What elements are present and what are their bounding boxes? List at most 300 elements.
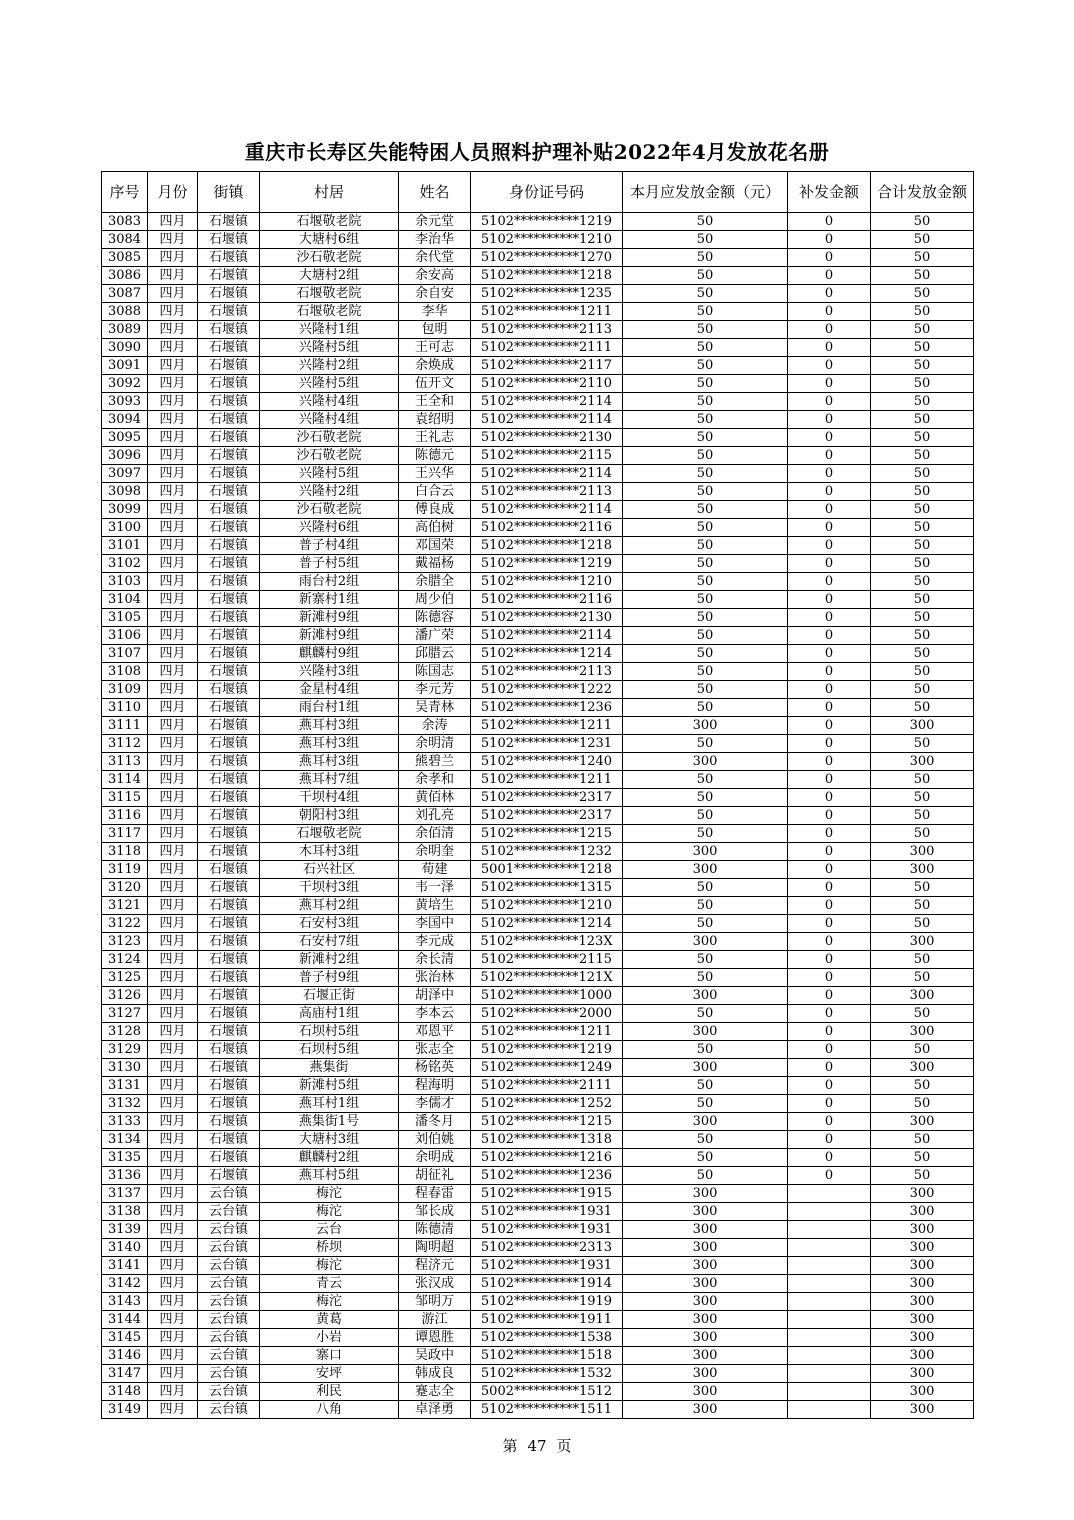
- roster-table: [101, 171, 974, 1419]
- cell-monthly-amount: 300: [623, 1257, 788, 1275]
- cell-back-pay: 0: [788, 969, 871, 987]
- cell-name: 潘冬月: [399, 1113, 471, 1131]
- cell-town: 石堰镇: [198, 465, 260, 483]
- cell-name: 陶明超: [399, 1239, 471, 1257]
- cell-serial: 3104: [102, 591, 148, 609]
- cell-name: 余长清: [399, 951, 471, 969]
- cell-id-number: 5102**********1240: [471, 753, 623, 771]
- cell-back-pay: 0: [788, 1023, 871, 1041]
- table-row: [102, 735, 974, 753]
- cell-monthly-amount: 50: [623, 1077, 788, 1095]
- cell-village: 兴隆村6组: [260, 519, 399, 537]
- cell-monthly-amount: 50: [623, 555, 788, 573]
- cell-id-number: 5102**********1211: [471, 303, 623, 321]
- cell-town: 石堰镇: [198, 393, 260, 411]
- cell-back-pay: 0: [788, 699, 871, 717]
- table-row: [102, 969, 974, 987]
- cell-id-number: 5102**********1914: [471, 1275, 623, 1293]
- cell-month: 四月: [148, 771, 198, 789]
- cell-village: 燕耳村3组: [260, 735, 399, 753]
- cell-id-number: 5102**********1235: [471, 285, 623, 303]
- cell-month: 四月: [148, 645, 198, 663]
- cell-serial: 3090: [102, 339, 148, 357]
- cell-town: 石堰镇: [198, 1023, 260, 1041]
- cell-total-amount: 50: [871, 573, 974, 591]
- cell-town: 石堰镇: [198, 267, 260, 285]
- table-row: [102, 267, 974, 285]
- table-row: [102, 501, 974, 519]
- cell-month: 四月: [148, 681, 198, 699]
- cell-town: 云台镇: [198, 1239, 260, 1257]
- cell-id-number: 5102**********123X: [471, 933, 623, 951]
- cell-id-number: 5102**********2116: [471, 519, 623, 537]
- cell-town: 石堰镇: [198, 879, 260, 897]
- cell-total-amount: 50: [871, 267, 974, 285]
- cell-month: 四月: [148, 573, 198, 591]
- cell-monthly-amount: 50: [623, 951, 788, 969]
- cell-total-amount: 300: [871, 1383, 974, 1401]
- cell-town: 石堰镇: [198, 519, 260, 537]
- cell-serial: 3101: [102, 537, 148, 555]
- cell-town: 云台镇: [198, 1275, 260, 1293]
- cell-month: 四月: [148, 267, 198, 285]
- cell-name: 张治林: [399, 969, 471, 987]
- cell-town: 石堰镇: [198, 1131, 260, 1149]
- cell-serial: 3134: [102, 1131, 148, 1149]
- cell-village: 兴隆村5组: [260, 339, 399, 357]
- cell-month: 四月: [148, 537, 198, 555]
- cell-id-number: 5102**********1919: [471, 1293, 623, 1311]
- cell-total-amount: 50: [871, 321, 974, 339]
- cell-total-amount: 50: [871, 357, 974, 375]
- cell-id-number: 5001**********1218: [471, 861, 623, 879]
- cell-total-amount: 50: [871, 645, 974, 663]
- cell-monthly-amount: 50: [623, 897, 788, 915]
- cell-total-amount: 50: [871, 663, 974, 681]
- cell-monthly-amount: 50: [623, 681, 788, 699]
- cell-back-pay: 0: [788, 501, 871, 519]
- table-row: [102, 591, 974, 609]
- cell-total-amount: 50: [871, 915, 974, 933]
- cell-month: 四月: [148, 1329, 198, 1347]
- cell-monthly-amount: 50: [623, 1005, 788, 1023]
- cell-back-pay: [788, 1383, 871, 1401]
- cell-name: 熊碧兰: [399, 753, 471, 771]
- cell-town: 石堰镇: [198, 843, 260, 861]
- cell-serial: 3099: [102, 501, 148, 519]
- cell-month: 四月: [148, 1239, 198, 1257]
- cell-serial: 3111: [102, 717, 148, 735]
- cell-serial: 3130: [102, 1059, 148, 1077]
- cell-serial: 3141: [102, 1257, 148, 1275]
- table-row: [102, 951, 974, 969]
- cell-serial: 3115: [102, 789, 148, 807]
- cell-id-number: 5102**********1270: [471, 249, 623, 267]
- table-row: [102, 1221, 974, 1239]
- cell-back-pay: 0: [788, 285, 871, 303]
- cell-town: 云台镇: [198, 1383, 260, 1401]
- table-row: [102, 1257, 974, 1275]
- cell-village: 兴隆村1组: [260, 321, 399, 339]
- cell-total-amount: 300: [871, 753, 974, 771]
- cell-back-pay: [788, 1275, 871, 1293]
- table-row: [102, 1185, 974, 1203]
- cell-id-number: 5102**********1931: [471, 1203, 623, 1221]
- cell-monthly-amount: 300: [623, 933, 788, 951]
- cell-serial: 3145: [102, 1329, 148, 1347]
- table-row: [102, 1059, 974, 1077]
- cell-monthly-amount: 50: [623, 267, 788, 285]
- cell-id-number: 5102**********1538: [471, 1329, 623, 1347]
- cell-id-number: 5102**********1219: [471, 213, 623, 231]
- cell-id-number: 5102**********1219: [471, 555, 623, 573]
- cell-monthly-amount: 300: [623, 1311, 788, 1329]
- cell-monthly-amount: 50: [623, 591, 788, 609]
- cell-village: 兴隆村2组: [260, 483, 399, 501]
- cell-id-number: 5102**********1216: [471, 1149, 623, 1167]
- cell-village: 兴隆村4组: [260, 411, 399, 429]
- cell-village: 燕耳村3组: [260, 717, 399, 735]
- cell-monthly-amount: 300: [623, 987, 788, 1005]
- table-row: [102, 1149, 974, 1167]
- cell-village: 燕集街1号: [260, 1113, 399, 1131]
- table-row: [102, 663, 974, 681]
- cell-name: 袁绍明: [399, 411, 471, 429]
- cell-name: 李元成: [399, 933, 471, 951]
- cell-name: 黄佰林: [399, 789, 471, 807]
- cell-monthly-amount: 50: [623, 411, 788, 429]
- cell-total-amount: 50: [871, 807, 974, 825]
- table-row: [102, 645, 974, 663]
- cell-village: 梅沱: [260, 1203, 399, 1221]
- cell-month: 四月: [148, 1095, 198, 1113]
- cell-month: 四月: [148, 555, 198, 573]
- cell-month: 四月: [148, 213, 198, 231]
- cell-id-number: 5102**********1231: [471, 735, 623, 753]
- cell-town: 石堰镇: [198, 735, 260, 753]
- cell-month: 四月: [148, 411, 198, 429]
- cell-village: 桥坝: [260, 1239, 399, 1257]
- cell-month: 四月: [148, 519, 198, 537]
- cell-back-pay: 0: [788, 753, 871, 771]
- cell-monthly-amount: 50: [623, 429, 788, 447]
- cell-month: 四月: [148, 1077, 198, 1095]
- cell-village: 兴隆村5组: [260, 375, 399, 393]
- cell-serial: 3102: [102, 555, 148, 573]
- cell-name: 吴青林: [399, 699, 471, 717]
- cell-name: 程海明: [399, 1077, 471, 1095]
- cell-total-amount: 50: [871, 411, 974, 429]
- cell-village: 寨口: [260, 1347, 399, 1365]
- cell-village: 新滩村9组: [260, 609, 399, 627]
- table-row: [102, 1365, 974, 1383]
- cell-month: 四月: [148, 231, 198, 249]
- cell-monthly-amount: 300: [623, 753, 788, 771]
- cell-total-amount: 300: [871, 1203, 974, 1221]
- cell-month: 四月: [148, 1185, 198, 1203]
- cell-name: 陈德容: [399, 609, 471, 627]
- cell-month: 四月: [148, 951, 198, 969]
- cell-total-amount: 300: [871, 1113, 974, 1131]
- cell-monthly-amount: 300: [623, 1239, 788, 1257]
- cell-village: 兴隆村3组: [260, 663, 399, 681]
- cell-total-amount: 300: [871, 843, 974, 861]
- table-row: [102, 249, 974, 267]
- table-row: [102, 1131, 974, 1149]
- cell-back-pay: [788, 1221, 871, 1239]
- cell-total-amount: 50: [871, 1095, 974, 1113]
- cell-total-amount: 50: [871, 699, 974, 717]
- cell-village: 石安村3组: [260, 915, 399, 933]
- cell-id-number: 5002**********1512: [471, 1383, 623, 1401]
- cell-town: 石堰镇: [198, 1113, 260, 1131]
- cell-town: 云台镇: [198, 1401, 260, 1419]
- cell-id-number: 5102**********1215: [471, 825, 623, 843]
- cell-total-amount: 300: [871, 987, 974, 1005]
- cell-town: 石堰镇: [198, 1059, 260, 1077]
- cell-name: 余明成: [399, 1149, 471, 1167]
- cell-town: 云台镇: [198, 1221, 260, 1239]
- cell-id-number: 5102**********1931: [471, 1257, 623, 1275]
- cell-back-pay: 0: [788, 447, 871, 465]
- cell-village: 梅沱: [260, 1293, 399, 1311]
- cell-id-number: 5102**********2111: [471, 339, 623, 357]
- cell-monthly-amount: 50: [623, 573, 788, 591]
- cell-id-number: 5102**********1518: [471, 1347, 623, 1365]
- cell-village: 青云: [260, 1275, 399, 1293]
- cell-name: 伍开文: [399, 375, 471, 393]
- cell-monthly-amount: 50: [623, 483, 788, 501]
- cell-village: 石坝村5组: [260, 1041, 399, 1059]
- table-row: [102, 699, 974, 717]
- table-row: [102, 933, 974, 951]
- cell-village: 新寨村1组: [260, 591, 399, 609]
- cell-name: 李元芳: [399, 681, 471, 699]
- cell-month: 四月: [148, 843, 198, 861]
- table-row: [102, 771, 974, 789]
- cell-name: 余元堂: [399, 213, 471, 231]
- cell-serial: 3127: [102, 1005, 148, 1023]
- cell-town: 石堰镇: [198, 753, 260, 771]
- cell-id-number: 5102**********1210: [471, 573, 623, 591]
- cell-back-pay: 0: [788, 231, 871, 249]
- table-row: [102, 573, 974, 591]
- cell-monthly-amount: 300: [623, 1347, 788, 1365]
- cell-name: 邹长成: [399, 1203, 471, 1221]
- cell-village: 新滩村5组: [260, 1077, 399, 1095]
- cell-total-amount: 50: [871, 735, 974, 753]
- cell-total-amount: 50: [871, 375, 974, 393]
- table-row: [102, 555, 974, 573]
- cell-serial: 3147: [102, 1365, 148, 1383]
- cell-id-number: 5102**********1210: [471, 897, 623, 915]
- cell-name: 黄培生: [399, 897, 471, 915]
- cell-id-number: 5102**********2313: [471, 1239, 623, 1257]
- cell-total-amount: 50: [871, 1149, 974, 1167]
- cell-back-pay: 0: [788, 537, 871, 555]
- cell-village: 利民: [260, 1383, 399, 1401]
- cell-back-pay: 0: [788, 1167, 871, 1185]
- cell-back-pay: 0: [788, 879, 871, 897]
- cell-id-number: 5102**********1214: [471, 645, 623, 663]
- cell-back-pay: 0: [788, 591, 871, 609]
- cell-back-pay: 0: [788, 357, 871, 375]
- cell-serial: 3105: [102, 609, 148, 627]
- cell-serial: 3088: [102, 303, 148, 321]
- cell-total-amount: 50: [871, 789, 974, 807]
- cell-monthly-amount: 50: [623, 285, 788, 303]
- cell-name: 高伯树: [399, 519, 471, 537]
- cell-back-pay: 0: [788, 321, 871, 339]
- cell-serial: 3137: [102, 1185, 148, 1203]
- cell-month: 四月: [148, 1059, 198, 1077]
- cell-name: 卓泽勇: [399, 1401, 471, 1419]
- table-row: [102, 213, 974, 231]
- cell-back-pay: 0: [788, 717, 871, 735]
- cell-month: 四月: [148, 447, 198, 465]
- cell-back-pay: 0: [788, 897, 871, 915]
- cell-id-number: 5102**********2317: [471, 807, 623, 825]
- table-row: [102, 1167, 974, 1185]
- cell-id-number: 5102**********2115: [471, 951, 623, 969]
- cell-month: 四月: [148, 825, 198, 843]
- cell-monthly-amount: 300: [623, 1329, 788, 1347]
- cell-monthly-amount: 50: [623, 645, 788, 663]
- cell-serial: 3135: [102, 1149, 148, 1167]
- cell-village: 大塘村6组: [260, 231, 399, 249]
- cell-name: 吴政中: [399, 1347, 471, 1365]
- cell-id-number: 5102**********1911: [471, 1311, 623, 1329]
- cell-month: 四月: [148, 915, 198, 933]
- cell-village: 普子村9组: [260, 969, 399, 987]
- cell-total-amount: 50: [871, 1005, 974, 1023]
- cell-name: 陈德清: [399, 1221, 471, 1239]
- cell-total-amount: 300: [871, 933, 974, 951]
- cell-town: 石堰镇: [198, 987, 260, 1005]
- cell-village: 小岩: [260, 1329, 399, 1347]
- cell-serial: 3106: [102, 627, 148, 645]
- cell-back-pay: 0: [788, 249, 871, 267]
- cell-back-pay: [788, 1257, 871, 1275]
- cell-town: 云台镇: [198, 1185, 260, 1203]
- table-row: [102, 627, 974, 645]
- cell-month: 四月: [148, 789, 198, 807]
- cell-total-amount: 50: [871, 897, 974, 915]
- cell-id-number: 5102**********1511: [471, 1401, 623, 1419]
- cell-total-amount: 300: [871, 1059, 974, 1077]
- cell-back-pay: 0: [788, 393, 871, 411]
- cell-back-pay: [788, 1401, 871, 1419]
- cell-monthly-amount: 300: [623, 861, 788, 879]
- cell-serial: 3128: [102, 1023, 148, 1041]
- cell-total-amount: 50: [871, 609, 974, 627]
- cell-name: 王可志: [399, 339, 471, 357]
- cell-serial: 3112: [102, 735, 148, 753]
- cell-month: 四月: [148, 1257, 198, 1275]
- table-row: [102, 717, 974, 735]
- cell-month: 四月: [148, 699, 198, 717]
- cell-village: 燕耳村5组: [260, 1167, 399, 1185]
- table-row: [102, 861, 974, 879]
- cell-village: 梅沱: [260, 1185, 399, 1203]
- cell-serial: 3146: [102, 1347, 148, 1365]
- cell-id-number: 5102**********1214: [471, 915, 623, 933]
- cell-month: 四月: [148, 627, 198, 645]
- cell-month: 四月: [148, 483, 198, 501]
- table-row: [102, 1401, 974, 1419]
- cell-serial: 3119: [102, 861, 148, 879]
- cell-back-pay: 0: [788, 1095, 871, 1113]
- cell-back-pay: 0: [788, 789, 871, 807]
- cell-back-pay: 0: [788, 951, 871, 969]
- table-row: [102, 519, 974, 537]
- cell-total-amount: 50: [871, 447, 974, 465]
- cell-monthly-amount: 50: [623, 735, 788, 753]
- cell-id-number: 5102**********1318: [471, 1131, 623, 1149]
- cell-monthly-amount: 50: [623, 1149, 788, 1167]
- cell-monthly-amount: 300: [623, 717, 788, 735]
- cell-monthly-amount: 50: [623, 1167, 788, 1185]
- table-row: [102, 339, 974, 357]
- table-row: [102, 1023, 974, 1041]
- cell-town: 石堰镇: [198, 609, 260, 627]
- cell-monthly-amount: 50: [623, 1095, 788, 1113]
- cell-serial: 3142: [102, 1275, 148, 1293]
- cell-monthly-amount: 50: [623, 789, 788, 807]
- cell-id-number: 5102**********1252: [471, 1095, 623, 1113]
- cell-monthly-amount: 300: [623, 843, 788, 861]
- cell-id-number: 5102**********1249: [471, 1059, 623, 1077]
- cell-monthly-amount: 300: [623, 1383, 788, 1401]
- cell-back-pay: 0: [788, 1077, 871, 1095]
- cell-back-pay: [788, 1293, 871, 1311]
- cell-name: 余安高: [399, 267, 471, 285]
- cell-monthly-amount: 50: [623, 699, 788, 717]
- table-row: [102, 231, 974, 249]
- cell-village: 安坪: [260, 1365, 399, 1383]
- cell-total-amount: 50: [871, 231, 974, 249]
- cell-id-number: 5102**********1211: [471, 717, 623, 735]
- cell-name: 荀建: [399, 861, 471, 879]
- cell-total-amount: 50: [871, 951, 974, 969]
- cell-name: 杨铭英: [399, 1059, 471, 1077]
- cell-serial: 3110: [102, 699, 148, 717]
- cell-month: 四月: [148, 861, 198, 879]
- cell-id-number: 5102**********1000: [471, 987, 623, 1005]
- cell-monthly-amount: 300: [623, 1221, 788, 1239]
- cell-month: 四月: [148, 429, 198, 447]
- cell-back-pay: 0: [788, 519, 871, 537]
- cell-name: 余明奎: [399, 843, 471, 861]
- cell-total-amount: 50: [871, 501, 974, 519]
- cell-id-number: 5102**********2116: [471, 591, 623, 609]
- cell-back-pay: 0: [788, 645, 871, 663]
- cell-month: 四月: [148, 357, 198, 375]
- cell-town: 石堰镇: [198, 339, 260, 357]
- cell-town: 石堰镇: [198, 321, 260, 339]
- cell-month: 四月: [148, 591, 198, 609]
- cell-total-amount: 300: [871, 1221, 974, 1239]
- cell-total-amount: 50: [871, 681, 974, 699]
- cell-id-number: 5102**********2117: [471, 357, 623, 375]
- cell-total-amount: 300: [871, 861, 974, 879]
- cell-total-amount: 50: [871, 627, 974, 645]
- cell-total-amount: 300: [871, 1365, 974, 1383]
- cell-serial: 3133: [102, 1113, 148, 1131]
- cell-total-amount: 50: [871, 429, 974, 447]
- cell-id-number: 5102**********2000: [471, 1005, 623, 1023]
- cell-id-number: 5102**********2114: [471, 501, 623, 519]
